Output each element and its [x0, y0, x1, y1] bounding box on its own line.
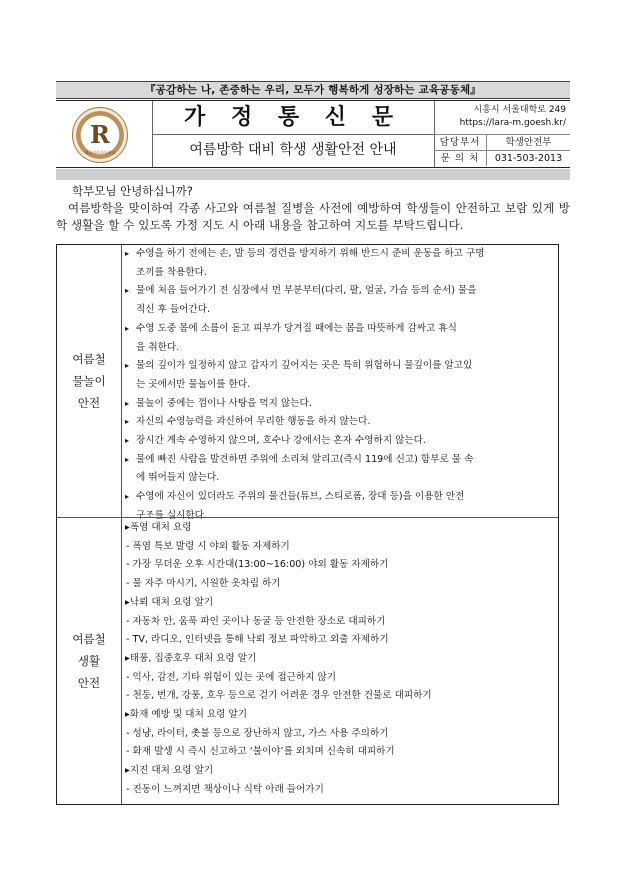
greeting: 학부모님 안녕하십니까? [72, 184, 193, 198]
contact-row [434, 150, 570, 166]
bullet-item: ▸ 수영에 자신이 있더라도 주위의 물건들(튜브, 스티로폼, 장대 등)을 이용한 안전 [122, 488, 485, 507]
page-subtitle: 여름방학 대비 학생 생활안전 안내 [152, 134, 434, 166]
school-address: 시흥시 서울대학로 249 [473, 105, 566, 115]
bullet-item: ▸ 물의 깊이가 일정하지 않고 갑자기 깊어지는 곳은 특히 위험하니 물깊이를 알고있 [122, 357, 485, 376]
section-label-water [57, 245, 122, 517]
dash-item: - 화재 발생 시 즉시 신고하고 ‘불이야’를 외치며 신속히 대피하기 [126, 746, 395, 758]
bullet-item: ▸ 물에 빠진 사람을 발견하면 주위에 소리쳐 알리고(즉시 119에 신고) 함부로 물 속 [122, 451, 485, 470]
section-content-water [122, 245, 485, 526]
logo-cell [56, 101, 153, 167]
section-label-line: 생활 [77, 654, 101, 668]
dash-item: - 물 자주 마시기, 시원한 옷차림 하기 [126, 578, 281, 590]
bullet-item: ▸ 자신의 수영능력을 과신하여 무리한 행동을 하지 않는다. [122, 413, 485, 432]
subsection-heading: ▸폭염 대처 요령 [125, 522, 192, 533]
subsection-heading: ▸태풍, 집중호우 대처 요령 알기 [125, 652, 257, 664]
info-cell [434, 101, 570, 167]
dash-item: - 익사, 감전, 기타 위험이 있는 곳에 접근하지 않기 [126, 671, 337, 683]
dash-item: - TV, 라디오, 인터넷을 통해 낙뢰 정보 파악하고 외출 자제하기 [126, 634, 389, 646]
bullet-continuation: 는 곳에서만 물놀이를 한다. [136, 378, 251, 390]
section-label-line: 여름철 [72, 352, 106, 366]
subsection-heading: ▸화재 예방 및 대처 요령 알기 [125, 709, 248, 721]
logo-ring-text: 배곧라라초등학교 [84, 150, 116, 155]
bullet-item: ▸ 장시간 계속 수영하지 않으며, 호수나 강에서는 혼자 수영하지 않는다. [122, 432, 485, 451]
school-motto-banner: 『공감하는 나, 존중하는 우리, 모두가 행복하게 성장하는 교육공동체』 [56, 81, 570, 99]
newsletter-header [56, 100, 570, 168]
divider-bar [56, 169, 570, 180]
contact-value: 031-503-2013 [494, 153, 563, 164]
section-label-life [57, 518, 122, 804]
dash-item: - 성냥, 라이터, 촛불 등으로 장난하지 않고, 가스 사용 주의하기 [126, 727, 389, 739]
dash-item: - 진동이 느껴지면 책상이나 식탁 아래 들어가기 [126, 783, 324, 795]
title-cell [152, 101, 435, 167]
school-logo [72, 107, 128, 163]
school-address-block [434, 101, 570, 131]
bullet-item: ▸ 수영을 하기 전에는 손, 발 등의 경련을 방지하기 위해 반드시 준비 운동을 하고 구명 [122, 245, 485, 264]
section-label-line: 안전 [77, 396, 101, 410]
contact-label: 문 의 처 [434, 151, 487, 166]
department-row [434, 134, 570, 150]
bullet-continuation: 에 뛰어들지 않는다. [136, 472, 220, 484]
bullet-continuation: 적신 후 들어간다. [136, 304, 211, 316]
page-title: 가 정 통 신 문 [184, 105, 402, 130]
section-content-life [122, 519, 432, 800]
intro-paragraph: 여름방학을 맞이하여 각종 사고와 여름철 질병을 사전에 예방하여 학생들이 안전하고 보람 있게 방학 생활을 할 수 있도록 가정 지도 시 아래 내용을 참고하여 지도를 부탁드립니다. [56, 201, 570, 232]
school-website: https://lara-m.goesh.kr/ [459, 118, 566, 128]
dash-item: - 가장 무더운 오후 시간대(13:00~16:00) 야외 활동 자제하기 [126, 559, 389, 571]
bullet-continuation: 조끼를 착용한다. [136, 266, 207, 278]
bullet-item: ▸ 물놀이 중에는 껌이나 사탕을 먹지 않는다. [122, 395, 485, 414]
dash-item: - 폭염 특보 발령 시 야외 활동 자제하기 [126, 540, 290, 552]
subsection-heading: ▸낙뢰 대처 요령 알기 [125, 596, 214, 608]
intro-text [56, 183, 570, 234]
bullet-item: ▸ 물에 처음 들어가기 전 심장에서 먼 부분부터(다리, 팔, 얼굴, 가슴 등의 순서) 물을 [122, 282, 485, 301]
section-label-line: 물놀이 [72, 374, 106, 388]
bullet-item: ▸ 수영 도중 몸에 소름이 돋고 피부가 당겨질 때에는 몸을 따뜻하게 감싸고 휴식 [122, 320, 485, 339]
logo-letter: R [90, 120, 110, 149]
bullet-continuation: 을 취한다. [136, 341, 180, 353]
department-label: 담당부서 [434, 135, 487, 150]
section-divider [57, 517, 558, 518]
safety-table [56, 244, 559, 805]
dash-item: - 자동차 안, 움푹 파인 곳이나 동굴 등 안전한 장소로 대피하기 [126, 615, 386, 627]
bullet-continuation: 구조를 실시한다. [136, 509, 207, 521]
section-label-line: 안전 [77, 676, 101, 690]
department-value: 학생안전부 [505, 137, 552, 148]
dash-item: - 천둥, 번개, 강풍, 호우 등으로 걷기 어려운 경우 안전한 건물로 대피하기 [126, 690, 432, 702]
section-label-line: 여름철 [72, 632, 106, 646]
subsection-heading: ▸지진 대처 요령 알기 [125, 765, 214, 777]
